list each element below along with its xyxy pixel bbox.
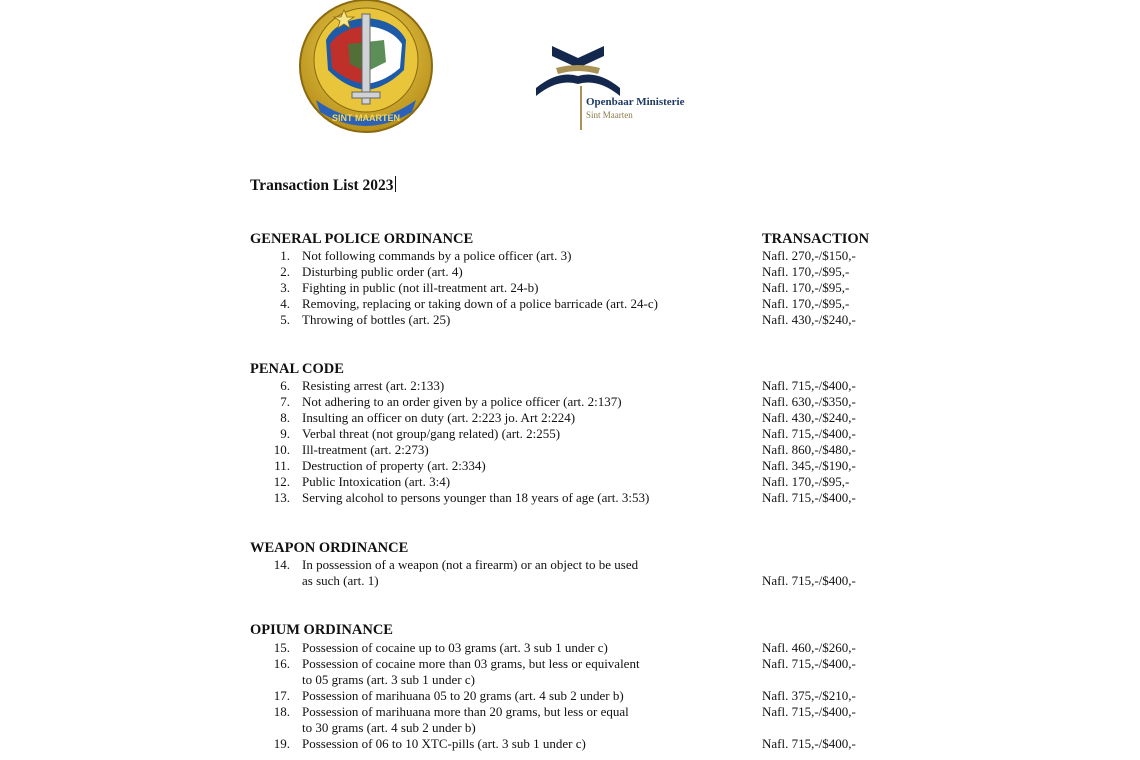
item-number: 12. xyxy=(273,474,290,489)
item-number: 9. xyxy=(280,426,290,441)
item-text: Possession of cocaine more than 03 grams, but less or equivalent xyxy=(302,656,640,671)
ministry-sub: Sint Maarten xyxy=(586,110,633,120)
item-text: Removing, replacing or taking down of a police barricade (art. 24-c) xyxy=(302,296,658,311)
item-amount: Nafl. 170,-/$95,- xyxy=(762,474,850,489)
item-text: Destruction of property (art. 2:334) xyxy=(302,458,486,473)
item-text: Not following commands by a police officer (art. 3) xyxy=(302,248,572,263)
item-number: 1. xyxy=(280,248,290,263)
item-number: 11. xyxy=(274,458,290,473)
item-number: 19. xyxy=(273,736,290,751)
badge-text: SINT MAARTEN xyxy=(332,113,400,123)
item-text: Serving alcohol to persons younger than 18 years of age (art. 3:53) xyxy=(302,490,650,505)
item-text-continued: as such (art. 1) xyxy=(302,573,379,588)
item-number: 15. xyxy=(273,640,290,655)
item-number: 10. xyxy=(273,442,290,457)
item-number: 16. xyxy=(273,656,290,671)
section-title: OPIUM ORDINANCE xyxy=(250,622,393,638)
item-number: 14. xyxy=(273,557,290,572)
item-number: 6. xyxy=(280,378,290,393)
item-amount: Nafl. 460,-/$260,- xyxy=(762,640,856,655)
item-amount: Nafl. 715,-/$400,- xyxy=(762,656,856,671)
item-text: In possession of a weapon (not a firearm) or an object to be used xyxy=(302,557,639,572)
item-text: Possession of 06 to 10 XTC-pills (art. 3 sub 1 under c) xyxy=(302,736,586,751)
document-title[interactable] xyxy=(250,176,396,195)
text-cursor xyxy=(395,176,396,192)
item-number: 7. xyxy=(280,394,290,409)
item-amount: Nafl. 715,-/$400,- xyxy=(762,573,856,588)
item-text: Resisting arrest (art. 2:133) xyxy=(302,378,445,393)
item-amount: Nafl. 430,-/$240,- xyxy=(762,410,856,425)
transaction-column-header: TRANSACTION xyxy=(762,231,870,247)
item-number: 13. xyxy=(273,490,290,505)
item-text: Verbal threat (not group/gang related) (art. 2:255) xyxy=(302,426,561,441)
item-number: 4. xyxy=(280,296,290,311)
item-text: Ill-treatment (art. 2:273) xyxy=(302,442,429,457)
item-text: Possession of cocaine up to 03 grams (art. 3 sub 1 under c) xyxy=(302,640,608,655)
ministry-name: Openbaar Ministerie xyxy=(586,96,685,108)
item-text-continued: to 05 grams (art. 3 sub 1 under c) xyxy=(302,672,475,687)
item-number: 18. xyxy=(273,704,290,719)
section-title: WEAPON ORDINANCE xyxy=(250,540,409,556)
item-amount: Nafl. 860,-/$480,- xyxy=(762,442,856,457)
item-amount: Nafl. 715,-/$400,- xyxy=(762,378,856,393)
item-text: Not adhering to an order given by a police officer (art. 2:137) xyxy=(302,394,622,409)
police-badge-icon xyxy=(296,0,436,136)
section-title: PENAL CODE xyxy=(250,361,344,377)
item-number: 8. xyxy=(280,410,290,425)
document-title-text: Transaction List 2023 xyxy=(250,177,394,194)
item-amount: Nafl. 715,-/$400,- xyxy=(762,426,856,441)
item-text-continued: to 30 grams (art. 4 sub 2 under b) xyxy=(302,720,476,735)
item-amount: Nafl. 170,-/$95,- xyxy=(762,264,850,279)
item-amount: Nafl. 375,-/$210,- xyxy=(762,688,856,703)
item-amount: Nafl. 270,-/$150,- xyxy=(762,248,856,263)
item-amount: Nafl. 630,-/$350,- xyxy=(762,394,856,409)
item-amount: Nafl. 170,-/$95,- xyxy=(762,280,850,295)
item-text: Public Intoxication (art. 3:4) xyxy=(302,474,451,489)
item-text: Insulting an officer on duty (art. 2:223 jo. Art 2:224) xyxy=(302,410,576,425)
item-text: Disturbing public order (art. 4) xyxy=(302,264,463,279)
item-number: 5. xyxy=(280,312,290,327)
item-amount: Nafl. 170,-/$95,- xyxy=(762,296,850,311)
item-amount: Nafl. 715,-/$400,- xyxy=(762,736,856,751)
item-number: 17. xyxy=(273,688,290,703)
item-text: Possession of marihuana more than 20 grams, but less or equal xyxy=(302,704,629,719)
item-number: 2. xyxy=(280,264,290,279)
item-text: Throwing of bottles (art. 25) xyxy=(302,312,451,327)
item-amount: Nafl. 715,-/$400,- xyxy=(762,704,856,719)
item-text: Fighting in public (not ill-treatment art. 24-b) xyxy=(302,280,539,295)
item-number: 3. xyxy=(280,280,290,295)
section-title: GENERAL POLICE ORDINANCE xyxy=(250,231,474,247)
item-amount: Nafl. 430,-/$240,- xyxy=(762,312,856,327)
item-amount: Nafl. 715,-/$400,- xyxy=(762,490,856,505)
item-text: Possession of marihuana 05 to 20 grams (art. 4 sub 2 under b) xyxy=(302,688,624,703)
item-amount: Nafl. 345,-/$190,- xyxy=(762,458,856,473)
